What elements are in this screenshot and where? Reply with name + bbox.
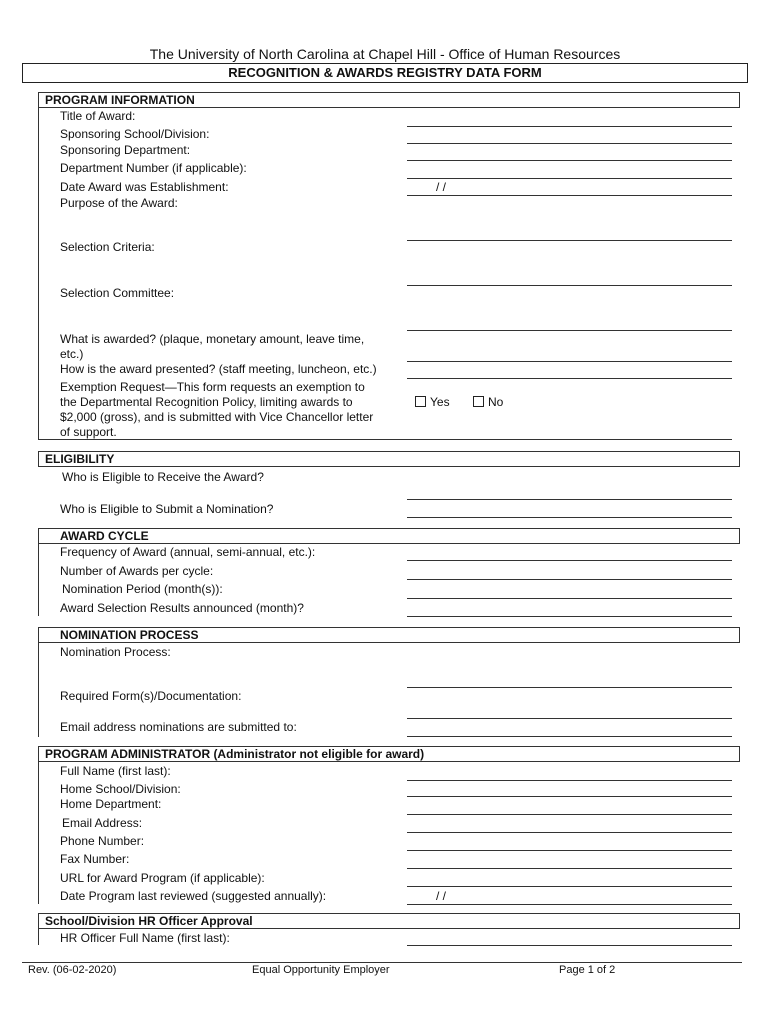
admin-full-name-field[interactable]: [407, 780, 732, 781]
frequency-field[interactable]: [407, 560, 732, 561]
date-reviewed-field[interactable]: / /: [436, 889, 447, 903]
yes-checkbox[interactable]: [415, 396, 426, 407]
footer-divider: [22, 962, 742, 963]
nomination-process-heading: NOMINATION PROCESS: [38, 627, 740, 643]
hr-approval-heading: School/Division HR Officer Approval: [38, 913, 740, 929]
admin-full-name-label: Full Name (first last):: [60, 764, 171, 778]
selection-committee-label: Selection Committee:: [60, 286, 175, 300]
nomination-email-label: Email address nominations are submitted to:: [60, 720, 297, 734]
what-awarded-label-line2: etc.): [60, 347, 84, 361]
sponsoring-school-field[interactable]: [407, 143, 732, 144]
admin-email-label: Email Address:: [62, 816, 143, 830]
eligible-receive-label: Who is Eligible to Receive the Award?: [62, 470, 264, 484]
admin-home-department-label: Home Department:: [60, 797, 162, 811]
admin-phone-label: Phone Number:: [60, 834, 145, 848]
date-established-field[interactable]: / /: [436, 180, 447, 194]
admin-phone-field[interactable]: [407, 850, 732, 851]
frequency-label: Frequency of Award (annual, semi-annual, etc.):: [60, 545, 316, 559]
sponsoring-department-label: Sponsoring Department:: [60, 143, 191, 157]
eligibility-heading: ELIGIBILITY: [38, 451, 740, 467]
what-awarded-label-line1: What is awarded? (plaque, monetary amount, leave time,: [60, 332, 365, 346]
sponsoring-department-field[interactable]: [407, 160, 732, 161]
selection-committee-field[interactable]: [407, 330, 732, 331]
eligible-submit-label: Who is Eligible to Submit a Nomination?: [60, 502, 274, 516]
award-cycle-heading: AWARD CYCLE: [38, 528, 740, 544]
admin-url-field[interactable]: [407, 886, 732, 887]
footer-revision: Rev. (06-02-2020): [28, 964, 117, 976]
admin-email-field[interactable]: [407, 832, 732, 833]
nomination-process-field[interactable]: [407, 687, 732, 688]
eligible-receive-field[interactable]: [407, 499, 732, 500]
section-left-border: [38, 108, 39, 439]
results-announced-field[interactable]: [407, 616, 732, 617]
purpose-label: Purpose of the Award:: [60, 196, 178, 210]
number-awards-label: Number of Awards per cycle:: [60, 564, 214, 578]
date-established-underline: [407, 195, 732, 196]
footer-page-number: Page 1 of 2: [559, 964, 616, 976]
program-administrator-heading: PROGRAM ADMINISTRATOR (Administrator not eligible for award): [38, 746, 740, 762]
number-awards-field[interactable]: [407, 579, 732, 580]
exemption-no-option[interactable]: [473, 395, 503, 409]
hr-officer-name-field[interactable]: [407, 945, 732, 946]
exemption-label-line2: the Departmental Recognition Policy, limiting awards to: [60, 395, 353, 409]
no-label: No: [488, 395, 504, 409]
award-cycle-left-border: [38, 528, 39, 616]
hr-officer-name-label: HR Officer Full Name (first last):: [60, 931, 230, 945]
admin-fax-label: Fax Number:: [60, 852, 130, 866]
admin-home-department-field[interactable]: [407, 814, 732, 815]
organization-header: The University of North Carolina at Chapel Hill - Office of Human Resources: [149, 46, 621, 62]
hr-left-border: [38, 913, 39, 945]
date-reviewed-label: Date Program last reviewed (suggested annually):: [60, 889, 327, 903]
required-forms-field[interactable]: [407, 718, 732, 719]
admin-home-school-field[interactable]: [407, 796, 732, 797]
selection-criteria-label: Selection Criteria:: [60, 240, 155, 254]
department-number-field[interactable]: [407, 178, 732, 179]
exemption-label-line1: Exemption Request—This form requests an exemption to: [60, 380, 365, 394]
section-bottom-border: [38, 439, 732, 440]
department-number-label: Department Number (if applicable):: [60, 161, 247, 175]
eligible-submit-field[interactable]: [407, 517, 732, 518]
title-of-award-field[interactable]: [407, 126, 732, 127]
program-information-heading: PROGRAM INFORMATION: [38, 92, 740, 108]
what-awarded-field[interactable]: [407, 361, 732, 362]
admin-fax-field[interactable]: [407, 868, 732, 869]
admin-home-school-label: Home School/Division:: [60, 782, 181, 796]
purpose-field[interactable]: [407, 240, 732, 241]
exemption-label-line3: $2,000 (gross), and is submitted with Vice Chancellor letter: [60, 410, 374, 424]
administrator-left-border: [38, 746, 39, 904]
how-presented-field[interactable]: [407, 378, 732, 379]
nomination-email-field[interactable]: [407, 736, 732, 737]
form-title: RECOGNITION & AWARDS REGISTRY DATA FORM: [22, 63, 748, 83]
date-established-label: Date Award was Establishment:: [60, 180, 229, 194]
admin-url-label: URL for Award Program (if applicable):: [60, 871, 265, 885]
nomination-process-label: Nomination Process:: [60, 645, 171, 659]
exemption-yes-option[interactable]: [415, 395, 450, 409]
nomination-period-field[interactable]: [407, 598, 732, 599]
no-checkbox[interactable]: [473, 396, 484, 407]
exemption-label-line4: of support.: [60, 425, 117, 439]
nomination-left-border: [38, 627, 39, 737]
date-reviewed-underline: [407, 904, 732, 905]
results-announced-label: Award Selection Results announced (month)?: [60, 601, 304, 615]
required-forms-label: Required Form(s)/Documentation:: [60, 689, 242, 703]
title-of-award-label: Title of Award:: [60, 109, 136, 123]
selection-criteria-field[interactable]: [407, 285, 732, 286]
footer-employer: Equal Opportunity Employer: [252, 964, 390, 976]
sponsoring-school-label: Sponsoring School/Division:: [60, 127, 210, 141]
yes-label: Yes: [430, 395, 450, 409]
how-presented-label: How is the award presented? (staff meeting, luncheon, etc.): [60, 362, 377, 376]
nomination-period-label: Nomination Period (month(s)):: [62, 582, 223, 596]
